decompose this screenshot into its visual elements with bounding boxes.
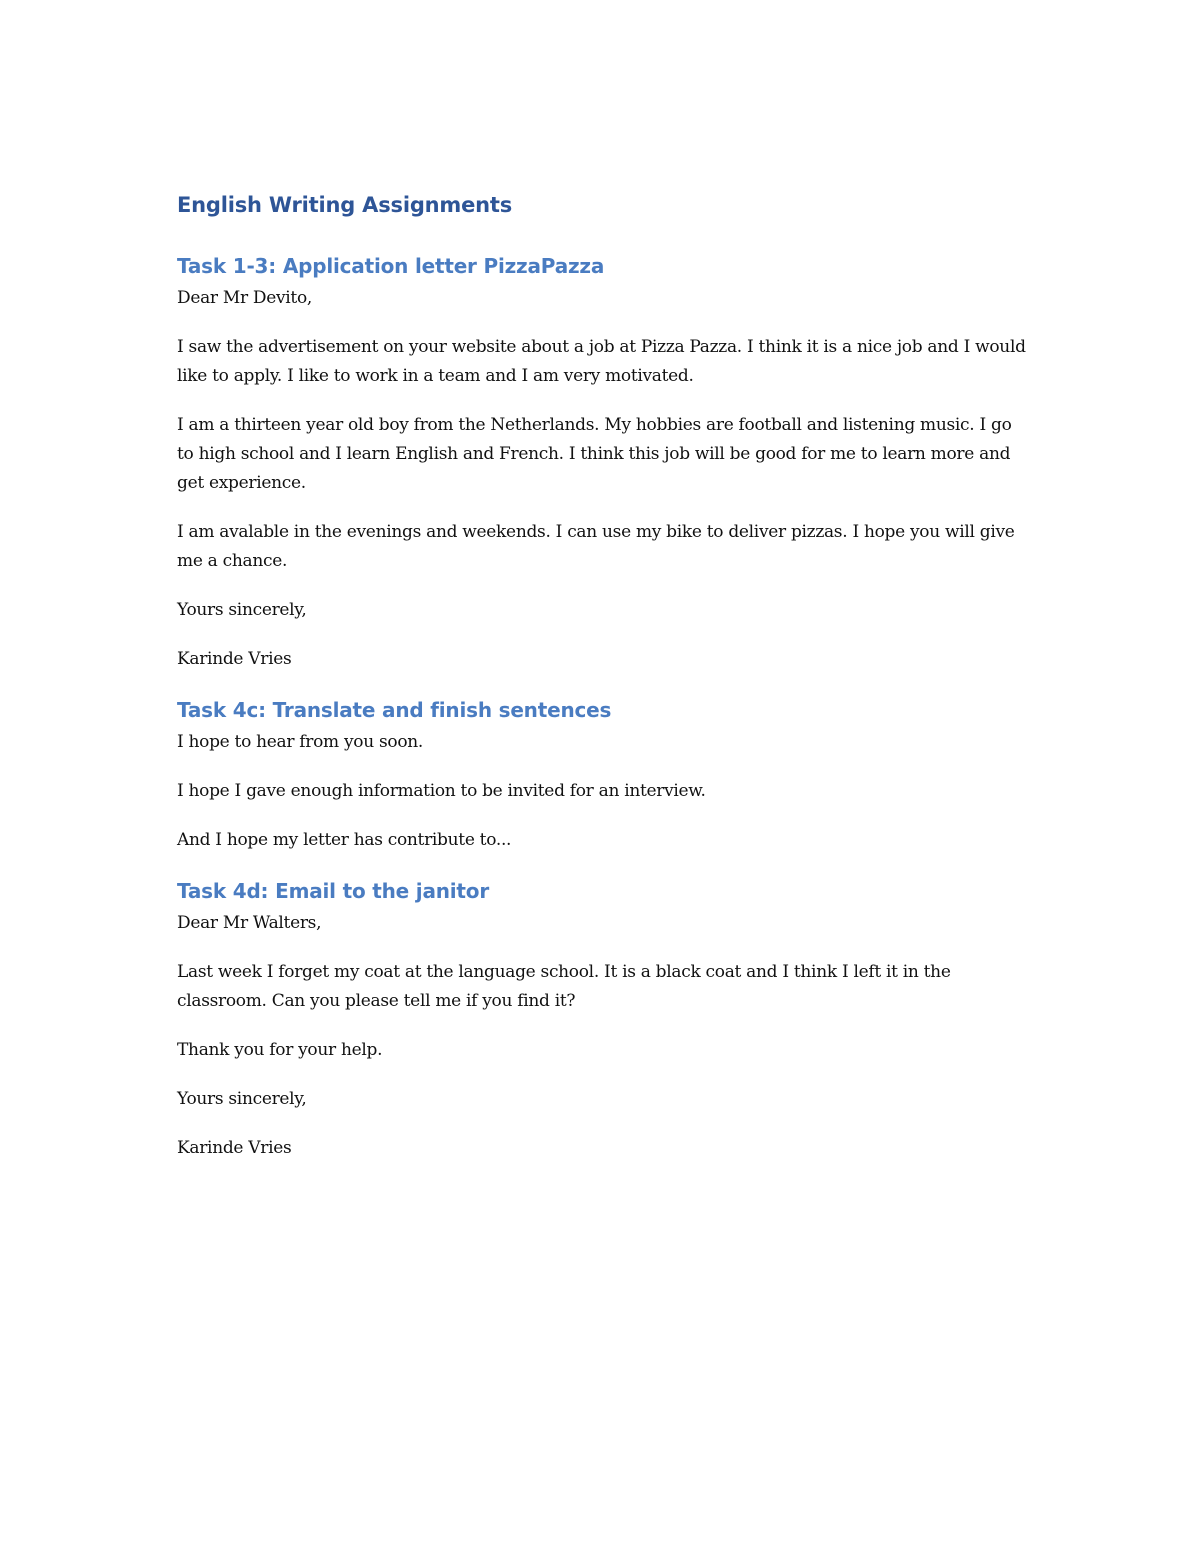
section-translate-sentences <box>177 694 1027 855</box>
letter-paragraph: I am a thirteen year old boy from the Netherlands. My hobbies are football and listening music. I go to high school and I learn English and French. I think this job will be good for me to learn more and get experience. <box>177 415 1012 493</box>
email-paragraph: Thank you for your help. <box>177 1040 383 1060</box>
section-heading: Task 4c: Translate and finish sentences <box>177 698 612 722</box>
letter-salutation: Dear Mr Devito, <box>177 288 312 308</box>
section-heading: Task 4d: Email to the janitor <box>177 879 489 903</box>
letter-signature: Karinde Vries <box>177 649 292 669</box>
email-signature: Karinde Vries <box>177 1138 292 1158</box>
section-heading: Task 1-3: Application letter PizzaPazza <box>177 254 605 278</box>
sentence: I hope I gave enough information to be invited for an interview. <box>177 781 706 801</box>
email-salutation: Dear Mr Walters, <box>177 913 322 933</box>
letter-closing: Yours sincerely, <box>177 600 307 620</box>
document-body <box>177 188 1027 1183</box>
sentence: And I hope my letter has contribute to... <box>177 830 512 850</box>
letter-paragraph: I am avalable in the evenings and weekends. I can use my bike to deliver pizzas. I hope you will give me a chance. <box>177 522 1015 571</box>
letter-paragraph: I saw the advertisement on your website about a job at Pizza Pazza. I think it is a nice job and I would like to apply. I like to work in a team and I am very motivated. <box>177 337 1026 386</box>
email-closing: Yours sincerely, <box>177 1089 307 1109</box>
email-paragraph: Last week I forget my coat at the language school. It is a black coat and I think I left it in the classroom. Can you please tell me if you find it? <box>177 962 951 1011</box>
section-application-letter <box>177 250 1027 674</box>
document-title: English Writing Assignments <box>177 193 513 217</box>
section-email-janitor <box>177 875 1027 1163</box>
sentence: I hope to hear from you soon. <box>177 732 424 752</box>
